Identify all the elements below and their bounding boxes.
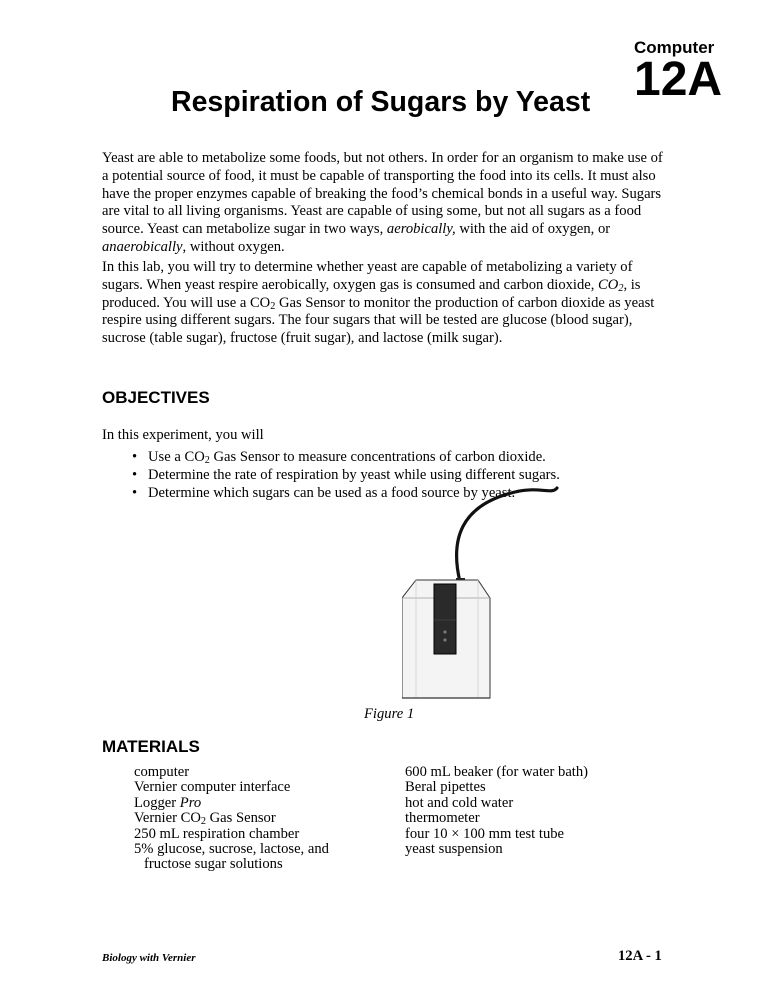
objective-item: • Determine the rate of respiration by yeast while using different sugars.	[125, 466, 560, 484]
material-text: Logger	[134, 794, 180, 811]
objectives-intro: In this experiment, you will	[102, 427, 264, 443]
objective-text: Use a CO	[148, 449, 205, 465]
materials-list-left	[134, 765, 329, 873]
intro-paragraph-1	[102, 150, 672, 257]
materials-heading: MATERIALS	[102, 737, 200, 756]
material-italic: Pro	[179, 794, 202, 811]
material-item: hot and cold water	[405, 794, 514, 811]
intro-paragraph-2	[102, 259, 672, 348]
objective-sub: 2	[204, 455, 210, 466]
p2-co2-italic	[598, 277, 623, 293]
figure-spacer	[397, 700, 398, 701]
p1-aerobically: aerobically,	[386, 221, 456, 238]
objective-item	[125, 448, 560, 466]
objective-text: Gas Sensor to measure concentrations of carbon dioxide.	[209, 449, 546, 465]
p2-sub-2: 2	[618, 282, 624, 294]
material-item: 5% glucose, sucrose, lactose, and	[134, 841, 329, 858]
p1-text-e: , without oxygen.	[182, 238, 285, 255]
materials-list-right	[405, 765, 588, 857]
material-item: thermometer	[405, 810, 480, 827]
p2-co: CO	[598, 276, 619, 293]
p1-text-c: with the aid of oxygen, or	[455, 221, 611, 238]
figure-caption: Figure 1	[364, 706, 415, 722]
material-item: Vernier computer interface	[134, 779, 291, 796]
material-text: Vernier CO	[134, 810, 201, 827]
objectives-heading: OBJECTIVES	[102, 388, 210, 407]
material-item: 600 mL beaker (for water bath)	[405, 764, 589, 780]
p1-text-a: Yeast are able to metabolize some foods, but not others. In order for an organism to make use of a potential source of food, it must be capable of transporting the food into its cells. It must also have the proper enzymes capable of breaking the food’s chemical bonds in a useful way. Sugars are vital to all living organisms. Yeast are capable of using some, but not all sugars as a food source. Yeast can metabolize sugar in two ways,	[102, 150, 663, 238]
p2-text-a: In this lab, you will try to determine whether yeast are capable of metabolizing a variety of sugars. When yeast respire aerobically, oxygen gas is consumed and carbon dioxide,	[102, 259, 633, 293]
material-item: 250 mL respiration chamber	[134, 825, 300, 842]
sensor-cable	[457, 488, 557, 582]
material-item: fructose sugar solutions	[144, 856, 283, 873]
chamber-lower	[402, 570, 492, 700]
experiment-number: 12A	[634, 53, 723, 106]
p2-text-d: , is produced. You will use a CO	[102, 276, 641, 311]
material-item	[134, 811, 329, 826]
p2-sub-2b: 2	[270, 300, 276, 312]
material-sub: 2	[200, 816, 206, 828]
footer-page-number: 12A - 1	[618, 948, 662, 964]
p1-anaerobically: anaerobically	[102, 238, 183, 255]
material-item	[134, 796, 329, 811]
material-item: Beral pipettes	[405, 779, 486, 796]
computer-label: Computer	[634, 38, 715, 57]
footer-book-title: Biology with Vernier	[102, 952, 196, 964]
material-text: Gas Sensor	[205, 810, 276, 827]
page-title: Respiration of Sugars by Yeast	[171, 86, 591, 118]
material-item: four 10 × 100 mm test tube	[405, 825, 565, 842]
material-item: computer	[134, 764, 190, 780]
objective-item: • Determine which sugars can be used as a food source by yeast.	[125, 484, 560, 502]
p2-text-f: Gas Sensor to monitor the production of carbon dioxide as yeast respire using different sugars. The four sugars that will be tested are glucose (blood sugar), sucrose (table sugar), fructose (fruit sugar), and lactose (milk sugar).	[102, 294, 655, 347]
material-item: yeast suspension	[405, 841, 503, 858]
